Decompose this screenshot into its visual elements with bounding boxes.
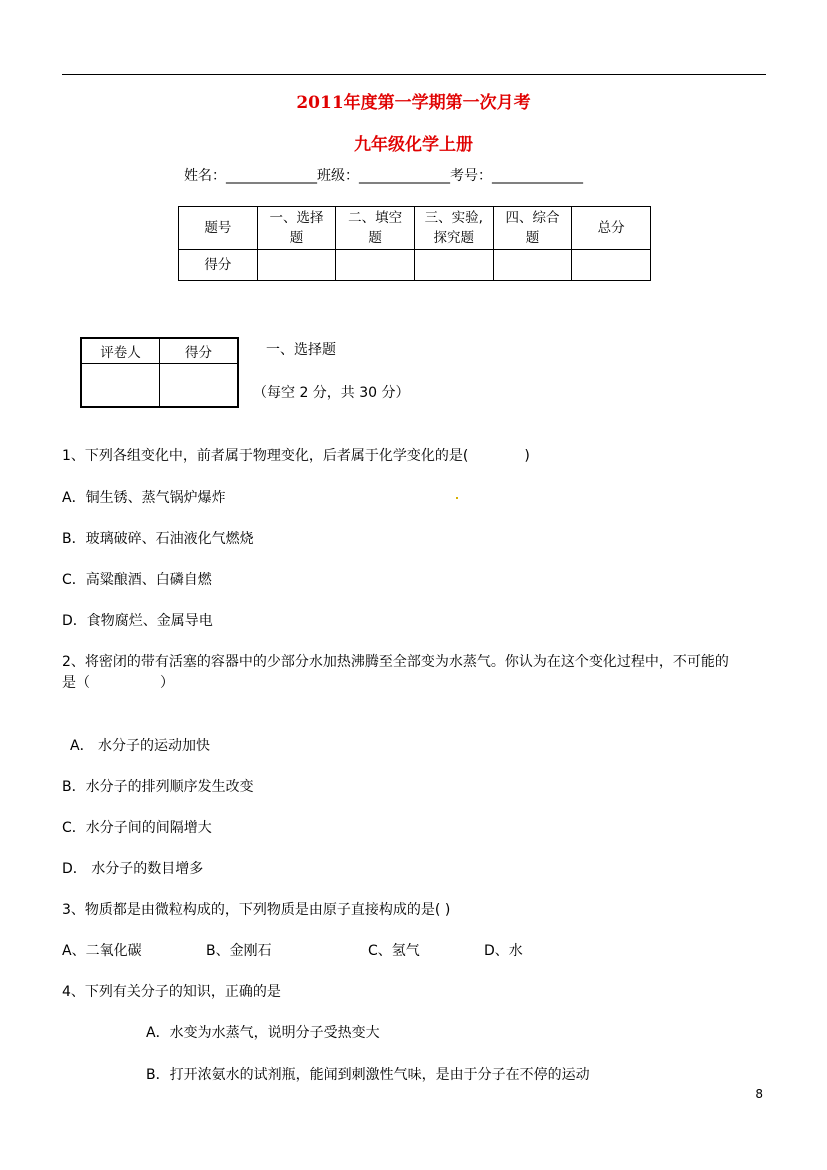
score-table-header-row [179, 207, 651, 250]
question-4-stem: 4、下列有关分子的知识，正确的是 [62, 984, 281, 1000]
header-cell-comprehensive: 四、综合 题 [493, 207, 572, 250]
score-cell[interactable] [572, 250, 651, 281]
grader-score-label: 得分 [160, 338, 239, 364]
question-2-stem-line2: 是（ ） [62, 675, 174, 691]
grader-name-cell[interactable] [81, 364, 160, 408]
score-cell[interactable] [414, 250, 493, 281]
exam-subtitle: 九年级化学上册 [354, 135, 473, 155]
question-4-option-a: A．水变为水蒸气，说明分子受热变大 [146, 1025, 380, 1041]
question-4-option-b: B．打开浓氨水的试剂瓶，能闻到刺激性气味，是由于分子在不停的运动 [146, 1067, 590, 1083]
header-cell-number: 题号 [179, 207, 258, 250]
page-number: 8 [755, 1087, 763, 1101]
question-2-stem-line1: 2、将密闭的带有活塞的容器中的少部分水加热沸腾至全部变为水蒸气。你认为在这个变化过程中，不可能的 [62, 654, 729, 670]
header-cell-fill: 二、填空 题 [336, 207, 415, 250]
stray-mark [456, 497, 458, 499]
section-title: 一、选择题 [266, 342, 336, 358]
score-cell[interactable] [493, 250, 572, 281]
grader-score-cell[interactable] [160, 364, 239, 408]
score-table-score-row [179, 250, 651, 281]
question-3-option-d: D、水 [484, 943, 523, 959]
question-1-stem: 1、下列各组变化中，前者属于物理变化，后者属于化学变化的是( ) [62, 448, 530, 464]
header-cell-choice: 一、选择 题 [257, 207, 336, 250]
question-1-option-a: A．铜生锈、蒸气锅炉爆炸 [62, 490, 226, 506]
name-field: 姓名：_____________ [184, 168, 317, 184]
header-rule [62, 74, 766, 75]
exam-number-field: 考号：_____________ [450, 168, 583, 184]
question-3-option-c: C、氢气 [368, 943, 420, 959]
question-2-option-c: C．水分子间的间隔增大 [62, 820, 212, 836]
score-cell[interactable] [257, 250, 336, 281]
score-table [178, 206, 651, 281]
question-3-stem: 3、物质都是由微粒构成的，下列物质是由原子直接构成的是( ) [62, 902, 451, 918]
class-field: 班级：_____________ [317, 168, 450, 184]
section-note: （每空 2 分，共 30 分） [253, 385, 410, 401]
student-info-line [184, 165, 583, 185]
question-2-option-d: D． 水分子的数目增多 [62, 861, 204, 877]
question-3-option-a: A、二氧化碳 [62, 943, 142, 959]
score-cell[interactable] [336, 250, 415, 281]
score-row-label: 得分 [179, 250, 258, 281]
grader-box [80, 337, 239, 408]
question-2-option-b: B．水分子的排列顺序发生改变 [62, 779, 254, 795]
grader-label: 评卷人 [81, 338, 160, 364]
question-3-option-b: B、金刚石 [206, 943, 272, 959]
header-cell-experiment: 三、实验, 探究题 [414, 207, 493, 250]
header-cell-total: 总分 [572, 207, 651, 250]
question-1-option-c: C．高粱酿酒、白磷自燃 [62, 572, 212, 588]
question-2-option-a: A． 水分子的运动加快 [70, 738, 211, 754]
question-1-option-d: D．食物腐烂、金属导电 [62, 613, 213, 629]
exam-title: 2011年度第一学期第一次月考 [296, 93, 531, 113]
question-1-option-b: B．玻璃破碎、石油液化气燃烧 [62, 531, 254, 547]
